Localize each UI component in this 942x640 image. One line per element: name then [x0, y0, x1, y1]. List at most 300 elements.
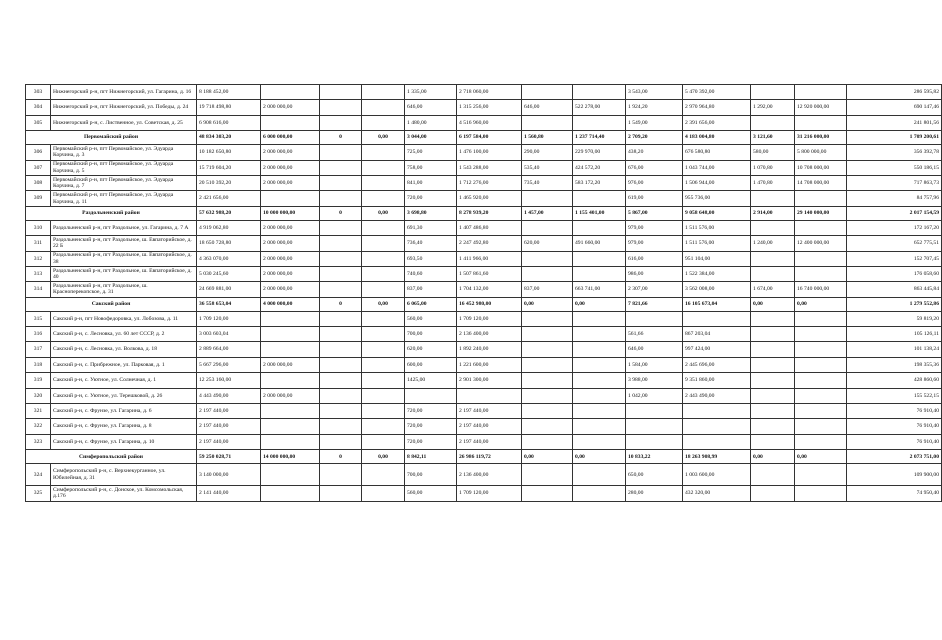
value-cell: 105 126,11: [847, 327, 942, 342]
value-cell: [573, 373, 626, 388]
value-cell: 0,00: [573, 450, 626, 464]
value-cell: 31 216 000,00: [795, 131, 847, 145]
value-cell: [751, 342, 795, 357]
value-cell: 48 834 303,20: [197, 131, 261, 145]
value-cell: 1 560,80: [522, 131, 573, 145]
value-cell: 955 736,00: [683, 191, 751, 206]
value-cell: 1 480,00: [405, 115, 457, 130]
value-cell: 6 197 584,00: [457, 131, 522, 145]
value-cell: [795, 327, 847, 342]
value-cell: [261, 404, 320, 419]
value-cell: 2 017 154,59: [847, 206, 942, 220]
value-cell: [320, 266, 362, 281]
value-cell: 6 000 000,00: [261, 131, 320, 145]
value-cell: [320, 388, 362, 403]
row-number: 310: [26, 220, 51, 235]
district-name: Симферопольский район: [26, 450, 197, 464]
value-cell: 2 000 000,00: [261, 282, 320, 297]
value-cell: 2 197 440,00: [457, 419, 522, 434]
value-cell: 740,60: [405, 266, 457, 281]
value-cell: 646,00: [405, 100, 457, 115]
value-cell: 2 445 696,00: [683, 357, 751, 372]
value-cell: 1 543 288,00: [457, 160, 522, 175]
value-cell: 2 000 000,00: [261, 160, 320, 175]
value-cell: 7 821,66: [626, 297, 683, 311]
value-cell: 229 970,00: [573, 145, 626, 160]
value-cell: 2 197 440,00: [457, 434, 522, 449]
value-cell: [320, 100, 362, 115]
value-cell: 2 197 440,00: [197, 434, 261, 449]
row-number: 322: [26, 419, 51, 434]
value-cell: 1 924,20: [626, 100, 683, 115]
table-row: [26, 160, 942, 175]
value-cell: 616,00: [626, 251, 683, 266]
address-cell: Симферопольский р-н, с. Верхнекурганное, ул. Юбилейная, д. 31: [51, 464, 197, 486]
value-cell: [261, 191, 320, 206]
value-cell: 560,00: [405, 311, 457, 326]
value-cell: 76 910,40: [847, 419, 942, 434]
value-cell: 1 237 714,40: [573, 131, 626, 145]
value-cell: 1425,00: [405, 373, 457, 388]
district-name: Первомайский район: [26, 131, 197, 145]
value-cell: [795, 373, 847, 388]
value-cell: [261, 85, 320, 100]
value-cell: 1 042,00: [626, 388, 683, 403]
value-cell: [795, 486, 847, 501]
district-name: Раздольненский район: [26, 206, 197, 220]
value-cell: 14 708 000,00: [795, 175, 847, 190]
table-body: [26, 85, 942, 502]
value-cell: [751, 419, 795, 434]
value-cell: 1 549,00: [626, 115, 683, 130]
value-cell: 1 003 600,00: [683, 464, 751, 486]
value-cell: 652 775,51: [847, 236, 942, 251]
value-cell: [573, 220, 626, 235]
value-cell: 522 278,00: [573, 100, 626, 115]
value-cell: 59 250 028,71: [197, 450, 261, 464]
value-cell: 59 819,20: [847, 311, 942, 326]
value-cell: [795, 388, 847, 403]
value-cell: 4 516 960,00: [457, 115, 522, 130]
value-cell: 24 669 881,00: [197, 282, 261, 297]
address-cell: Первомайский р-н, пгт Первомайское, ул. Эдуарда Корчина, д. 11: [51, 191, 197, 206]
value-cell: [522, 191, 573, 206]
address-cell: Первомайский р-н, пгт Первомайское, ул. Эдуарда Корчина, д. 3: [51, 145, 197, 160]
value-cell: 2 136 400,00: [457, 327, 522, 342]
address-cell: Нижнегорский р-н, пгт Нижнегорский, ул. Гагарина, д. 16: [51, 85, 197, 100]
value-cell: 3 698,80: [405, 206, 457, 220]
value-cell: 76 910,40: [847, 404, 942, 419]
value-cell: 6 065,00: [405, 297, 457, 311]
value-cell: 5 030 245,60: [197, 266, 261, 281]
value-cell: [522, 251, 573, 266]
value-cell: 841,00: [405, 175, 457, 190]
row-number: 305: [26, 115, 51, 130]
value-cell: 951 104,00: [683, 251, 751, 266]
value-cell: [573, 464, 626, 486]
value-cell: [626, 434, 683, 449]
value-cell: 2 421 656,00: [197, 191, 261, 206]
value-cell: 867 203,04: [683, 327, 751, 342]
address-cell: Раздольненский р-н, пгт Раздольное, ш. Евпаторийское, д. 40: [51, 266, 197, 281]
value-cell: 2 000 000,00: [261, 236, 320, 251]
address-cell: Раздольненский р-н, пгт Раздольное, ш. Евпаторийское, д. 22 Б: [51, 236, 197, 251]
value-cell: [573, 486, 626, 501]
value-cell: [320, 486, 362, 501]
address-cell: Сакский р-н, с. Фрунзе, ул. Гагарина, д. 10: [51, 434, 197, 449]
table-row: [26, 486, 942, 501]
value-cell: [573, 327, 626, 342]
value-cell: 690 147,46: [847, 100, 942, 115]
value-cell: 2 443 490,00: [683, 388, 751, 403]
value-cell: [522, 486, 573, 501]
value-cell: [362, 175, 405, 190]
row-number: 318: [26, 357, 51, 372]
row-number: 325: [26, 486, 51, 501]
value-cell: 176 058,60: [847, 266, 942, 281]
value-cell: 290,00: [522, 145, 573, 160]
value-cell: 2 000 000,00: [261, 251, 320, 266]
value-cell: 1 292,00: [751, 100, 795, 115]
value-cell: 10 833,22: [626, 450, 683, 464]
value-cell: [573, 342, 626, 357]
table-row: [26, 266, 942, 281]
value-cell: 1 407 486,80: [457, 220, 522, 235]
value-cell: 2 000 000,00: [261, 388, 320, 403]
row-number: 307: [26, 160, 51, 175]
value-cell: 1 070,80: [751, 160, 795, 175]
value-cell: [522, 115, 573, 130]
value-cell: [362, 419, 405, 434]
value-cell: 700,00: [405, 464, 457, 486]
value-cell: [522, 404, 573, 419]
value-cell: 0,00: [751, 297, 795, 311]
row-number: 303: [26, 85, 51, 100]
value-cell: 720,00: [405, 191, 457, 206]
value-cell: 2 197 440,00: [197, 419, 261, 434]
value-cell: 198 355,36: [847, 357, 942, 372]
value-cell: [405, 388, 457, 403]
value-cell: 109 900,00: [847, 464, 942, 486]
value-cell: 720,00: [405, 404, 457, 419]
value-cell: 0,00: [362, 206, 405, 220]
value-cell: 18 650 728,80: [197, 236, 261, 251]
value-cell: 3 562 008,00: [683, 282, 751, 297]
value-cell: [362, 404, 405, 419]
value-cell: 16 105 673,04: [683, 297, 751, 311]
value-cell: [795, 404, 847, 419]
value-cell: [573, 419, 626, 434]
value-cell: 152 707,45: [847, 251, 942, 266]
value-cell: [573, 251, 626, 266]
value-cell: 4 363 070,00: [197, 251, 261, 266]
value-cell: 2 141 440,00: [197, 486, 261, 501]
value-cell: [573, 434, 626, 449]
value-cell: [362, 160, 405, 175]
value-cell: 1 221 600,00: [457, 357, 522, 372]
value-cell: 16 452 980,00: [457, 297, 522, 311]
value-cell: 1 892 240,00: [457, 342, 522, 357]
value-cell: [795, 464, 847, 486]
value-cell: [261, 419, 320, 434]
value-cell: 1 457,00: [522, 206, 573, 220]
value-cell: 4 183 004,80: [683, 131, 751, 145]
table-row: [26, 388, 942, 403]
address-cell: Сакский р-н, с. Фрунзе, ул. Гагарина, д. 6: [51, 404, 197, 419]
value-cell: [522, 464, 573, 486]
value-cell: 561,66: [626, 327, 683, 342]
value-cell: [626, 419, 683, 434]
value-cell: [522, 327, 573, 342]
value-cell: 2 901 300,00: [457, 373, 522, 388]
value-cell: 0: [320, 450, 362, 464]
value-cell: [751, 464, 795, 486]
row-number: 314: [26, 282, 51, 297]
value-cell: [751, 357, 795, 372]
value-cell: [573, 266, 626, 281]
value-cell: 646,00: [522, 100, 573, 115]
value-cell: 280,00: [626, 486, 683, 501]
value-cell: 9 058 648,00: [683, 206, 751, 220]
address-cell: Нижнегорский р-н, с. Лиственное, ул. Советская, д. 25: [51, 115, 197, 130]
value-cell: 646,00: [626, 342, 683, 357]
value-cell: [261, 342, 320, 357]
value-cell: 700,00: [405, 327, 457, 342]
value-cell: 10 000 000,00: [261, 206, 320, 220]
value-cell: [261, 464, 320, 486]
value-cell: 1 704 132,00: [457, 282, 522, 297]
value-cell: 1 674,00: [751, 282, 795, 297]
value-cell: [795, 115, 847, 130]
value-cell: [795, 342, 847, 357]
row-number: 304: [26, 100, 51, 115]
value-cell: 12 400 000,00: [795, 236, 847, 251]
value-cell: 5 800 000,00: [795, 145, 847, 160]
value-cell: [261, 115, 320, 130]
value-cell: [795, 251, 847, 266]
value-cell: [522, 266, 573, 281]
value-cell: 1 470,80: [751, 175, 795, 190]
value-cell: 650,00: [626, 464, 683, 486]
value-cell: [362, 388, 405, 403]
table-row: [26, 282, 942, 297]
address-cell: Симферопольский р-н, с. Донское, ул. Комсомольская, д.176: [51, 486, 197, 501]
table-row: [26, 85, 942, 100]
row-number: 306: [26, 145, 51, 160]
value-cell: [795, 419, 847, 434]
table-row: [26, 220, 942, 235]
value-cell: 691,30: [405, 220, 457, 235]
value-cell: 1 476 100,00: [457, 145, 522, 160]
value-cell: [320, 175, 362, 190]
value-cell: 0: [320, 131, 362, 145]
value-cell: 1 522 384,00: [683, 266, 751, 281]
table-row: [26, 145, 942, 160]
value-cell: 172 167,20: [847, 220, 942, 235]
value-cell: 2 000 000,00: [261, 266, 320, 281]
value-cell: [522, 373, 573, 388]
value-cell: [362, 434, 405, 449]
value-cell: [522, 434, 573, 449]
value-cell: 491 660,00: [573, 236, 626, 251]
value-cell: [751, 191, 795, 206]
row-number: 308: [26, 175, 51, 190]
value-cell: [362, 486, 405, 501]
value-cell: [362, 220, 405, 235]
value-cell: [522, 85, 573, 100]
value-cell: 2 709,20: [626, 131, 683, 145]
value-cell: 1 709 120,00: [457, 311, 522, 326]
address-cell: Раздольненский р-н, пгт Раздольное, ул. Гагарина, д. 7 А: [51, 220, 197, 235]
value-cell: [522, 357, 573, 372]
value-cell: [320, 404, 362, 419]
value-cell: 1 709 120,00: [197, 311, 261, 326]
value-cell: [626, 404, 683, 419]
value-cell: 0,00: [795, 297, 847, 311]
value-cell: [573, 357, 626, 372]
value-cell: 432 320,00: [683, 486, 751, 501]
value-cell: [320, 434, 362, 449]
value-cell: 0,00: [362, 131, 405, 145]
table-row: [26, 342, 942, 357]
value-cell: [320, 282, 362, 297]
value-cell: 0,00: [751, 450, 795, 464]
table-row: [26, 175, 942, 190]
value-cell: 986,00: [626, 266, 683, 281]
table-row: [26, 327, 942, 342]
value-cell: 3 044,00: [405, 131, 457, 145]
row-number: 315: [26, 311, 51, 326]
address-cell: Первомайский р-н, пгт Первомайское, ул. Эдуарда Корчина, д. 5: [51, 160, 197, 175]
value-cell: 976,00: [626, 175, 683, 190]
value-cell: [683, 404, 751, 419]
value-cell: 424 572,20: [573, 160, 626, 175]
value-cell: 2 073 751,00: [847, 450, 942, 464]
value-cell: [751, 251, 795, 266]
value-cell: [320, 311, 362, 326]
value-cell: 76 910,40: [847, 434, 942, 449]
district-row: [26, 131, 942, 145]
value-cell: 3 988,00: [626, 373, 683, 388]
value-cell: 580,00: [751, 145, 795, 160]
value-cell: [362, 251, 405, 266]
value-cell: 4 000 000,00: [261, 297, 320, 311]
value-cell: 693,50: [405, 251, 457, 266]
table-row: [26, 115, 942, 130]
table-row: [26, 464, 942, 486]
value-cell: 0,00: [573, 297, 626, 311]
value-cell: [320, 220, 362, 235]
value-cell: [573, 404, 626, 419]
value-cell: 14 000 000,00: [261, 450, 320, 464]
value-cell: 4 919 062,80: [197, 220, 261, 235]
value-cell: 2 307,00: [626, 282, 683, 297]
value-cell: 620,00: [405, 342, 457, 357]
value-cell: [320, 251, 362, 266]
address-cell: Раздольненский р-н, пгт Раздольное, ш. Красноперекопское, д. 31: [51, 282, 197, 297]
value-cell: 1 335,00: [405, 85, 457, 100]
value-cell: 2 000 000,00: [261, 145, 320, 160]
value-cell: [362, 115, 405, 130]
value-cell: 5 470 392,00: [683, 85, 751, 100]
value-cell: 8 188 452,00: [197, 85, 261, 100]
district-name: Сакский район: [26, 297, 197, 311]
row-number: 312: [26, 251, 51, 266]
value-cell: [362, 464, 405, 486]
value-cell: [751, 85, 795, 100]
value-cell: [751, 220, 795, 235]
table-row: [26, 236, 942, 251]
value-cell: [362, 100, 405, 115]
value-cell: [751, 434, 795, 449]
value-cell: 2 000 000,00: [261, 220, 320, 235]
value-cell: 26 986 119,72: [457, 450, 522, 464]
value-cell: [320, 115, 362, 130]
value-cell: 84 757,96: [847, 191, 942, 206]
value-cell: 2 000 000,00: [261, 357, 320, 372]
value-cell: [522, 419, 573, 434]
value-cell: 720,00: [405, 434, 457, 449]
row-number: 311: [26, 236, 51, 251]
row-number: 324: [26, 464, 51, 486]
value-cell: [626, 311, 683, 326]
table-row: [26, 251, 942, 266]
value-cell: 720,00: [405, 419, 457, 434]
value-cell: 2 970 964,80: [683, 100, 751, 115]
value-cell: [795, 357, 847, 372]
value-cell: [362, 342, 405, 357]
value-cell: 356 392,78: [847, 145, 942, 160]
value-cell: [795, 191, 847, 206]
value-cell: 1 712 276,00: [457, 175, 522, 190]
district-row: [26, 206, 942, 220]
table-row: [26, 373, 942, 388]
value-cell: [320, 145, 362, 160]
value-cell: [362, 266, 405, 281]
value-cell: 2 718 060,00: [457, 85, 522, 100]
value-cell: [795, 434, 847, 449]
value-cell: 1 511 576,00: [683, 236, 751, 251]
value-cell: 438,20: [626, 145, 683, 160]
value-cell: 1 511 576,00: [683, 220, 751, 235]
value-cell: 74 950,40: [847, 486, 942, 501]
value-cell: 717 863,73: [847, 175, 942, 190]
value-cell: [362, 191, 405, 206]
value-cell: [362, 357, 405, 372]
value-cell: [683, 434, 751, 449]
value-cell: [795, 311, 847, 326]
value-cell: 1 709 120,00: [457, 486, 522, 501]
value-cell: [751, 266, 795, 281]
value-cell: [320, 373, 362, 388]
value-cell: [573, 388, 626, 403]
value-cell: [683, 311, 751, 326]
value-cell: 725,00: [405, 145, 457, 160]
value-cell: 837,00: [405, 282, 457, 297]
value-cell: [362, 145, 405, 160]
value-cell: 1 240,00: [751, 236, 795, 251]
row-number: 317: [26, 342, 51, 357]
value-cell: 2 889 664,00: [197, 342, 261, 357]
value-cell: [795, 85, 847, 100]
value-cell: [362, 311, 405, 326]
address-cell: Сакский р-н, с. Уютное, ул. Терешковой, д. 26: [51, 388, 197, 403]
value-cell: [362, 85, 405, 100]
district-row: [26, 450, 942, 464]
value-cell: [573, 191, 626, 206]
value-cell: 12 253 160,00: [197, 373, 261, 388]
value-cell: 1 584,00: [626, 357, 683, 372]
